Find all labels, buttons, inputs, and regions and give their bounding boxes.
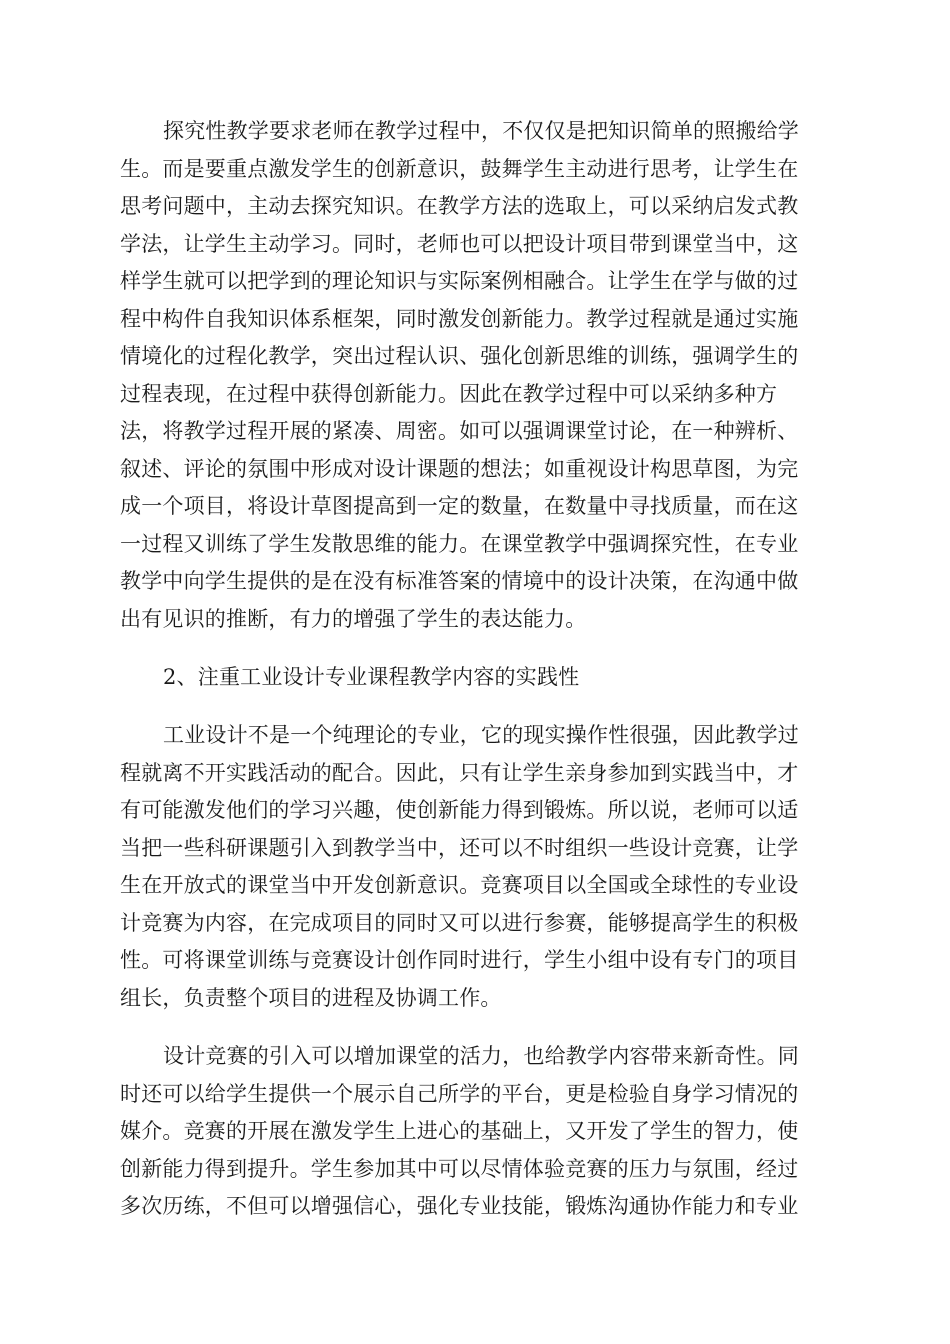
- paragraph-line: 思考问题中，主动去探究知识。在教学方法的选取上，可以采纳启发式教: [120, 194, 799, 218]
- paragraph-line: 时还可以给学生提供一个展示自己所学的平台，更是检验自身学习情况的: [120, 1082, 799, 1106]
- paragraph-line: 教学中向学生提供的是在没有标准答案的情境中的设计决策，在沟通中做: [120, 569, 799, 593]
- paragraph-line: 样学生就可以把学到的理论知识与实际案例相融合。让学生在学与做的过: [120, 269, 799, 293]
- paragraph-line: 情境化的过程化教学，突出过程认识、强化创新思维的训练，强调学生的: [120, 344, 799, 368]
- paragraph-line: 学法，让学生主动学习。同时，老师也可以把设计项目带到课堂当中，这: [120, 232, 799, 256]
- paragraph-line: 计竞赛为内容，在完成项目的同时又可以进行参赛，能够提高学生的积极: [120, 911, 799, 935]
- paragraph-line: 有可能激发他们的学习兴趣，使创新能力得到锻炼。所以说，老师可以适: [120, 798, 799, 822]
- paragraph-line: 程就离不开实践活动的配合。因此，只有让学生亲身参加到实践当中，才: [120, 761, 799, 785]
- paragraph-line: 工业设计不是一个纯理论的专业，它的现实操作性很强，因此教学过: [163, 723, 799, 747]
- paragraph-line: 多次历练，不但可以增强信心，强化专业技能，锻炼沟通协作能力和专业: [120, 1194, 799, 1218]
- paragraph-line: 设计竞赛的引入可以增加课堂的活力，也给教学内容带来新奇性。同: [163, 1044, 799, 1068]
- paragraph-line: 性。可将课堂训练与竞赛设计创作同时进行，学生小组中设有专门的项目: [120, 948, 799, 972]
- paragraph-line: 程中构件自我知识体系框架，同时激发创新能力。教学过程就是通过实施: [120, 307, 799, 331]
- paragraph-line: 创新能力得到提升。学生参加其中可以尽情体验竞赛的压力与氛围，经过: [120, 1157, 799, 1181]
- paragraph-line: 探究性教学要求老师在教学过程中，不仅仅是把知识简单的照搬给学: [163, 119, 799, 143]
- paragraph-line: 生。而是要重点激发学生的创新意识，鼓舞学生主动进行思考，让学生在: [120, 157, 799, 181]
- paragraph-line: 成一个项目，将设计草图提高到一定的数量，在数量中寻找质量，而在这: [120, 494, 799, 518]
- paragraph-line: 生在开放式的课堂当中开发创新意识。竞赛项目以全国或全球性的专业设: [120, 873, 799, 897]
- paragraph-line: 一过程又训练了学生发散思维的能力。在课堂教学中强调探究性，在专业: [120, 532, 799, 556]
- paragraph-line: 叙述、评论的氛围中形成对设计课题的想法；如重视设计构思草图，为完: [120, 457, 799, 481]
- section-heading: 2、注重工业设计专业课程教学内容的实践性: [163, 665, 580, 689]
- paragraph-line: 媒介。竞赛的开展在激发学生上进心的基础上，又开发了学生的智力，使: [120, 1119, 799, 1143]
- paragraph-line: 出有见识的推断，有力的增强了学生的表达能力。: [120, 607, 587, 631]
- paragraph-line: 法，将教学过程开展的紧凑、周密。如可以强调课堂讨论，在一种辨析、: [120, 419, 799, 443]
- paragraph-line: 过程表现，在过程中获得创新能力。因此在教学过程中可以采纳多种方: [120, 382, 778, 406]
- paragraph-line: 当把一些科研课题引入到教学当中，还可以不时组织一些设计竞赛，让学: [120, 836, 799, 860]
- paragraph-line: 组长，负责整个项目的进程及协调工作。: [120, 986, 502, 1010]
